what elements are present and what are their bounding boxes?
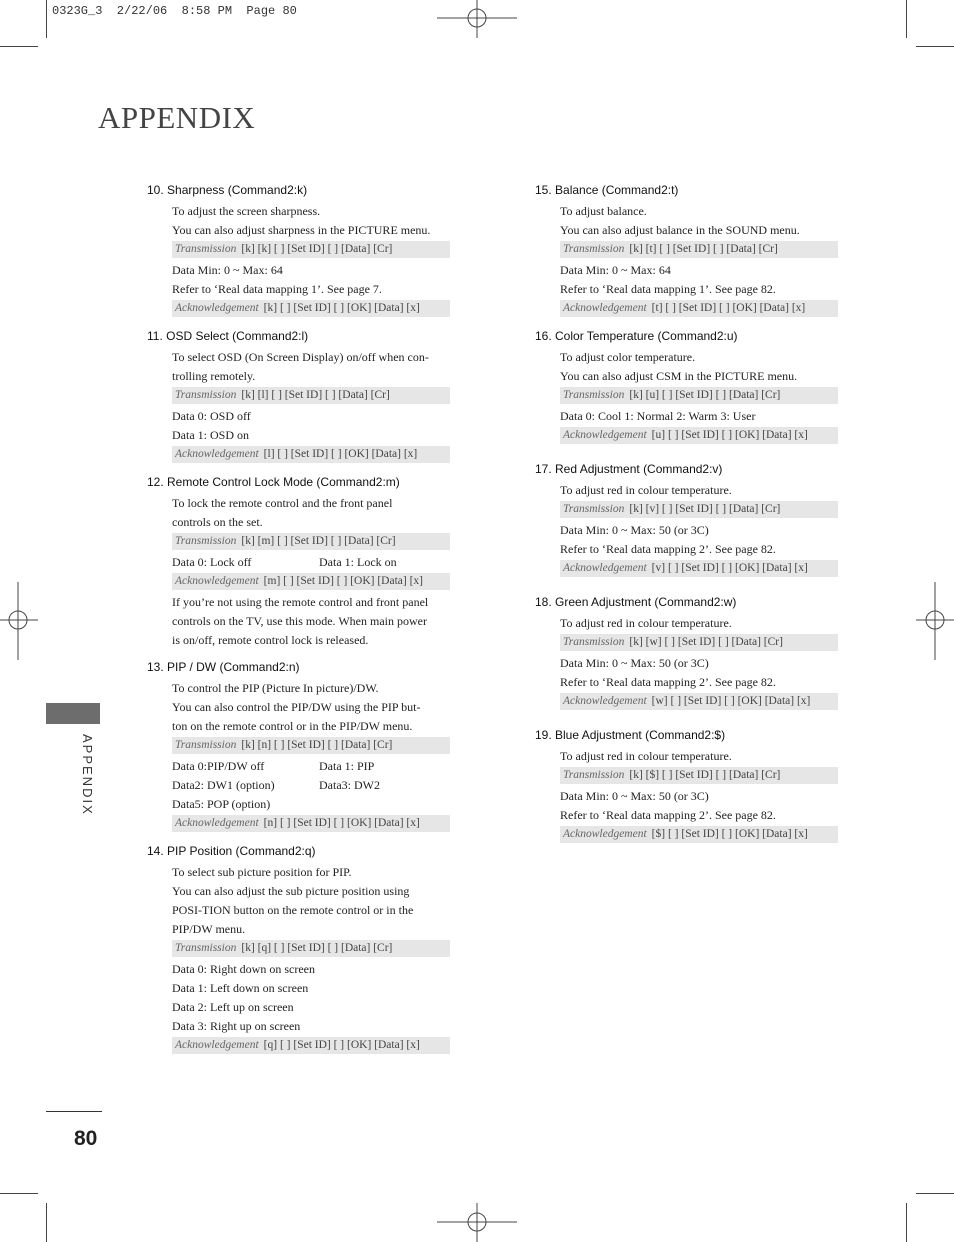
command-section bbox=[535, 462, 840, 577]
data-line: Data Min: 0 ~ Max: 64 bbox=[560, 263, 671, 277]
data-value: Data 1: PIP bbox=[319, 759, 375, 773]
note-line: is on/off, remote control lock is released. bbox=[172, 633, 369, 647]
data-line: Data 1: Left down on screen bbox=[172, 981, 309, 995]
command-section bbox=[535, 728, 840, 843]
command-label: Transmission bbox=[563, 769, 625, 781]
command-value: [v] [ ] [Set ID] [ ] [OK] [Data] [x] bbox=[651, 562, 808, 574]
page-number-rule bbox=[46, 1111, 102, 1112]
data-line: Data Min: 0 ~ Max: 50 (or 3C) bbox=[560, 656, 709, 670]
data-line: Data 3: Right up on screen bbox=[172, 1019, 301, 1033]
data-line: Data 0: Cool 1: Normal 2: Warm 3: User bbox=[560, 409, 756, 423]
section-heading: 15. Balance (Command2:t) bbox=[535, 183, 679, 197]
command-label: Transmission bbox=[175, 389, 237, 401]
command-label: Acknowledgement bbox=[175, 817, 259, 829]
transmission-command bbox=[172, 533, 450, 550]
description-line: You can also adjust sharpness in the PICTURE menu. bbox=[172, 223, 431, 237]
command-label: Acknowledgement bbox=[175, 448, 259, 460]
data-line: Refer to ‘Real data mapping 2’. See page 82. bbox=[560, 808, 776, 822]
side-section-label: APPENDIX bbox=[80, 734, 95, 816]
section-heading: 13. PIP / DW (Command2:n) bbox=[147, 660, 300, 674]
transmission-command bbox=[172, 241, 450, 258]
description-line: You can also adjust balance in the SOUND menu. bbox=[560, 223, 800, 237]
data-row bbox=[172, 757, 452, 776]
command-value: [u] [ ] [Set ID] [ ] [OK] [Data] [x] bbox=[651, 429, 808, 441]
data-value: Data 1: Lock on bbox=[319, 555, 397, 569]
data-line: Data 0: OSD off bbox=[172, 409, 251, 423]
left-column bbox=[147, 183, 452, 1057]
command-value: [k] [m] [ ] [Set ID] [ ] [Data] [Cr] bbox=[241, 535, 396, 547]
command-value: [m] [ ] [Set ID] [ ] [OK] [Data] [x] bbox=[263, 575, 424, 587]
acknowledgement-command bbox=[560, 560, 838, 577]
command-value: [k] [q] [ ] [Set ID] [ ] [Data] [Cr] bbox=[241, 942, 393, 954]
transmission-command bbox=[172, 737, 450, 754]
command-label: Transmission bbox=[175, 942, 237, 954]
data-row bbox=[172, 795, 452, 814]
command-value: [q] [ ] [Set ID] [ ] [OK] [Data] [x] bbox=[263, 1039, 420, 1051]
acknowledgement-command bbox=[172, 446, 450, 463]
description-line: To adjust red in colour temperature. bbox=[560, 749, 732, 763]
data-line: Data Min: 0 ~ Max: 50 (or 3C) bbox=[560, 789, 709, 803]
data-value: Data3: DW2 bbox=[319, 778, 380, 792]
data-line: Data 1: OSD on bbox=[172, 428, 249, 442]
description-line: trolling remotely. bbox=[172, 369, 256, 383]
command-label: Transmission bbox=[563, 636, 625, 648]
description-line: You can also adjust CSM in the PICTURE menu. bbox=[560, 369, 798, 383]
description-line: PIP/DW menu. bbox=[172, 922, 246, 936]
command-section bbox=[535, 329, 840, 444]
command-label: Acknowledgement bbox=[175, 575, 259, 587]
section-heading: 10. Sharpness (Command2:k) bbox=[147, 183, 308, 197]
command-value: [w] [ ] [Set ID] [ ] [OK] [Data] [x] bbox=[651, 695, 811, 707]
command-value: [k] [l] [ ] [Set ID] [ ] [Data] [Cr] bbox=[241, 389, 390, 401]
command-value: [k] [n] [ ] [Set ID] [ ] [Data] [Cr] bbox=[241, 739, 393, 751]
description-line: You can also control the PIP/DW using the PIP but- bbox=[172, 700, 421, 714]
command-section bbox=[147, 844, 452, 1054]
section-tab bbox=[46, 703, 100, 724]
command-value: [l] [ ] [Set ID] [ ] [OK] [Data] [x] bbox=[263, 448, 418, 460]
print-header: 0323G_3 2/22/06 8:58 PM Page 80 bbox=[52, 4, 297, 18]
description-line: To lock the remote control and the front panel bbox=[172, 496, 393, 510]
description-line: To adjust color temperature. bbox=[560, 350, 696, 364]
transmission-command bbox=[560, 387, 838, 404]
command-value: [k] [v] [ ] [Set ID] [ ] [Data] [Cr] bbox=[629, 503, 781, 515]
section-heading: 14. PIP Position (Command2:q) bbox=[147, 844, 316, 858]
description-line: To control the PIP (Picture In picture)/DW. bbox=[172, 681, 379, 695]
command-label: Transmission bbox=[563, 503, 625, 515]
data-row bbox=[172, 776, 452, 795]
description-line: ton on the remote control or in the PIP/DW menu. bbox=[172, 719, 413, 733]
description-line: To select OSD (On Screen Display) on/off when con- bbox=[172, 350, 429, 364]
right-column bbox=[535, 183, 840, 846]
command-value: [$] [ ] [Set ID] [ ] [OK] [Data] [x] bbox=[651, 828, 808, 840]
command-label: Acknowledgement bbox=[563, 562, 647, 574]
command-label: Acknowledgement bbox=[175, 1039, 259, 1051]
command-label: Transmission bbox=[175, 739, 237, 751]
command-label: Transmission bbox=[175, 535, 237, 547]
command-section bbox=[147, 475, 452, 650]
command-value: [k] [w] [ ] [Set ID] [ ] [Data] [Cr] bbox=[629, 636, 783, 648]
acknowledgement-command bbox=[560, 826, 838, 843]
command-value: [k] [$] [ ] [Set ID] [ ] [Data] [Cr] bbox=[629, 769, 781, 781]
data-value: Data5: POP (option) bbox=[172, 797, 271, 811]
transmission-command bbox=[172, 940, 450, 957]
description-line: To adjust balance. bbox=[560, 204, 647, 218]
acknowledgement-command bbox=[172, 1037, 450, 1054]
acknowledgement-command bbox=[172, 573, 450, 590]
command-label: Transmission bbox=[563, 243, 625, 255]
description-line: To adjust red in colour temperature. bbox=[560, 483, 732, 497]
command-value: [k] [k] [ ] [Set ID] [ ] [Data] [Cr] bbox=[241, 243, 393, 255]
data-line: Refer to ‘Real data mapping 1’. See page 82. bbox=[560, 282, 776, 296]
command-section bbox=[535, 183, 840, 317]
transmission-command bbox=[172, 387, 450, 404]
command-section bbox=[147, 660, 452, 832]
transmission-command bbox=[560, 241, 838, 258]
data-line: Data Min: 0 ~ Max: 50 (or 3C) bbox=[560, 523, 709, 537]
data-line: Data Min: 0 ~ Max: 64 bbox=[172, 263, 283, 277]
page-number: 80 bbox=[74, 1127, 98, 1150]
transmission-command bbox=[560, 634, 838, 651]
data-line: Refer to ‘Real data mapping 2’. See page 82. bbox=[560, 542, 776, 556]
data-line: Data 2: Left up on screen bbox=[172, 1000, 294, 1014]
transmission-command bbox=[560, 767, 838, 784]
command-label: Acknowledgement bbox=[563, 302, 647, 314]
command-section bbox=[535, 595, 840, 710]
data-line: Refer to ‘Real data mapping 1’. See page 7. bbox=[172, 282, 382, 296]
section-heading: 12. Remote Control Lock Mode (Command2:m) bbox=[147, 475, 400, 489]
data-value: Data 0: Lock off bbox=[172, 555, 252, 569]
description-line: POSI-TION button on the remote control or in the bbox=[172, 903, 414, 917]
data-value: Data2: DW1 (option) bbox=[172, 778, 275, 792]
command-section bbox=[147, 329, 452, 463]
page-title: APPENDIX bbox=[98, 100, 256, 135]
command-value: [k] [u] [ ] [Set ID] [ ] [Data] [Cr] bbox=[629, 389, 781, 401]
section-heading: 16. Color Temperature (Command2:u) bbox=[535, 329, 738, 343]
command-section bbox=[147, 183, 452, 317]
command-value: [n] [ ] [Set ID] [ ] [OK] [Data] [x] bbox=[263, 817, 420, 829]
data-value: Data 0:PIP/DW off bbox=[172, 759, 265, 773]
command-value: [k] [ ] [Set ID] [ ] [OK] [Data] [x] bbox=[263, 302, 420, 314]
note-line: If you’re not using the remote control and front panel bbox=[172, 595, 429, 609]
description-line: controls on the set. bbox=[172, 515, 263, 529]
section-heading: 11. OSD Select (Command2:l) bbox=[147, 329, 309, 343]
command-value: [t] [ ] [Set ID] [ ] [OK] [Data] [x] bbox=[651, 302, 806, 314]
acknowledgement-command bbox=[560, 427, 838, 444]
acknowledgement-command bbox=[560, 693, 838, 710]
acknowledgement-command bbox=[172, 300, 450, 317]
acknowledgement-command bbox=[172, 815, 450, 832]
note-line: controls on the TV, use this mode. When main power bbox=[172, 614, 427, 628]
data-line: Data 0: Right down on screen bbox=[172, 962, 315, 976]
description-line: To adjust the screen sharpness. bbox=[172, 204, 321, 218]
description-line: To adjust red in colour temperature. bbox=[560, 616, 732, 630]
command-label: Acknowledgement bbox=[563, 429, 647, 441]
transmission-command bbox=[560, 501, 838, 518]
data-row bbox=[172, 553, 452, 572]
description-line: To select sub picture position for PIP. bbox=[172, 865, 352, 879]
section-heading: 17. Red Adjustment (Command2:v) bbox=[535, 462, 723, 476]
command-label: Acknowledgement bbox=[175, 302, 259, 314]
command-label: Transmission bbox=[175, 243, 237, 255]
command-label: Transmission bbox=[563, 389, 625, 401]
acknowledgement-command bbox=[560, 300, 838, 317]
command-label: Acknowledgement bbox=[563, 828, 647, 840]
data-line: Refer to ‘Real data mapping 2’. See page 82. bbox=[560, 675, 776, 689]
description-line: You can also adjust the sub picture position using bbox=[172, 884, 410, 898]
section-heading: 19. Blue Adjustment (Command2:$) bbox=[535, 728, 726, 742]
command-value: [k] [t] [ ] [Set ID] [ ] [Data] [Cr] bbox=[629, 243, 778, 255]
command-label: Acknowledgement bbox=[563, 695, 647, 707]
section-heading: 18. Green Adjustment (Command2:w) bbox=[535, 595, 737, 609]
